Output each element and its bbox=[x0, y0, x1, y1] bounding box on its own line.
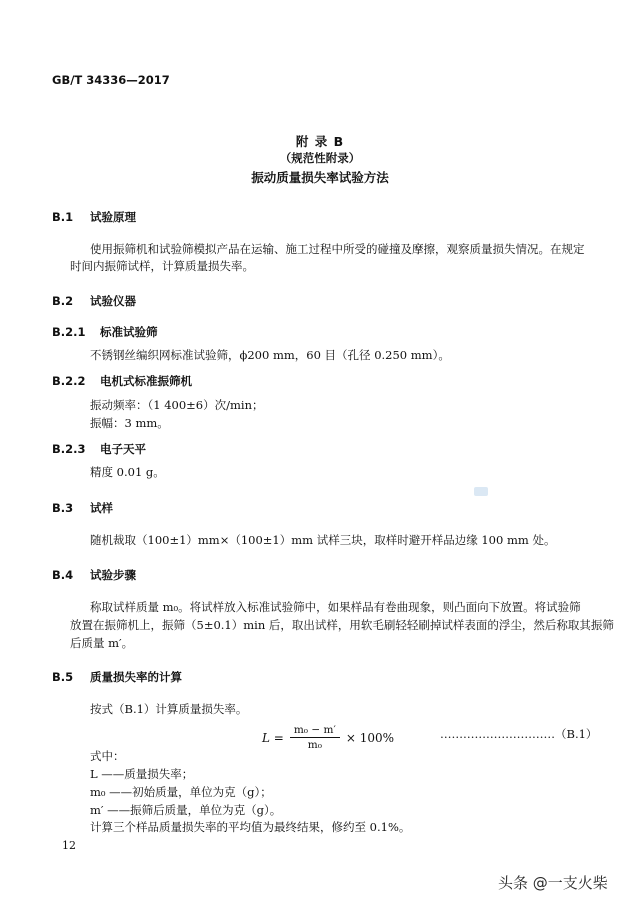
variable-m-prime: m′ ——振筛后质量，单位为克（g）。 bbox=[90, 803, 282, 817]
heading-title: 质量损失率的计算 bbox=[90, 670, 182, 684]
heading-b5 bbox=[52, 669, 182, 685]
formula-denominator: m₀ bbox=[307, 739, 322, 751]
heading-b23 bbox=[52, 441, 146, 457]
heading-number: B.5 bbox=[52, 670, 74, 684]
heading-b3 bbox=[52, 500, 113, 516]
heading-title: 试验原理 bbox=[90, 210, 136, 224]
heading-number: B.2 bbox=[52, 294, 74, 308]
b1-text-line2: 时间内振筛试样，计算质量损失率。 bbox=[70, 259, 254, 273]
heading-title: 电子天平 bbox=[100, 442, 146, 456]
heading-number: B.3 bbox=[52, 501, 74, 515]
b4-line3: 后质量 m′。 bbox=[70, 636, 134, 650]
variable-l: L ——质量损失率； bbox=[90, 767, 194, 781]
variable-m0: m₀ ——初始质量，单位为克（g）； bbox=[90, 785, 272, 799]
formula-b1 bbox=[262, 724, 394, 751]
heading-title: 试样 bbox=[90, 501, 113, 515]
heading-number: B.1 bbox=[52, 210, 74, 224]
b1-text-line1: 使用振筛机和试验筛模拟产品在运输、施工过程中所受的碰撞及摩擦，观察质量损失情况。在规定 bbox=[90, 242, 585, 256]
watermark: 头条 @一支火柴 bbox=[498, 874, 608, 892]
appendix-title: 附 录 B bbox=[295, 134, 345, 149]
appendix-name: 振动质量损失率试验方法 bbox=[251, 170, 389, 185]
b23-text: 精度 0.01 g。 bbox=[90, 465, 165, 479]
b3-text: 随机裁取（100±1）mm×（100±1）mm 试样三块，取样时避开样品边缘 100 mm 处。 bbox=[90, 533, 556, 547]
heading-b1 bbox=[52, 209, 136, 225]
b21-text: 不锈钢丝编织网标准试验筛，ϕ200 mm，60 目（孔径 0.250 mm）。 bbox=[90, 348, 450, 362]
heading-title: 标准试验筛 bbox=[100, 325, 158, 339]
heading-b2 bbox=[52, 293, 136, 309]
b22-line2: 振幅：3 mm。 bbox=[90, 416, 169, 430]
b5-conclusion: 计算三个样品质量损失率的平均值为最终结果，修约至 0.1%。 bbox=[90, 820, 411, 834]
standard-code: GB/T 34336—2017 bbox=[52, 73, 170, 87]
formula-fraction bbox=[290, 724, 340, 751]
heading-title: 试验仪器 bbox=[90, 294, 136, 308]
heading-b4 bbox=[52, 567, 136, 583]
formula-numerator: m₀ − m′ bbox=[290, 724, 340, 738]
formula-label: …………………………（B.1） bbox=[440, 727, 598, 741]
appendix-type: （规范性附录） bbox=[279, 151, 361, 165]
heading-number: B.2.3 bbox=[52, 442, 86, 456]
formula-rhs: × 100% bbox=[345, 730, 395, 745]
margin-marker bbox=[474, 487, 488, 496]
heading-title: 电机式标准振筛机 bbox=[100, 374, 192, 388]
b4-line2: 放置在振筛机上，振筛（5±0.1）min 后，取出试样，用软毛刷轻轻刷掉试样表面的浮尘，然后称取其振筛 bbox=[70, 618, 614, 632]
heading-b22 bbox=[52, 373, 192, 389]
heading-number: B.2.1 bbox=[52, 325, 86, 339]
heading-b21 bbox=[52, 324, 158, 340]
page-number: 12 bbox=[62, 839, 76, 852]
heading-number: B.2.2 bbox=[52, 374, 86, 388]
where-label: 式中： bbox=[90, 749, 125, 763]
b4-line1: 称取试样质量 m₀。将试样放入标准试验筛中，如果样品有卷曲现象，则凸面向下放置。将试验筛 bbox=[90, 600, 581, 614]
b22-line1: 振动频率：（1 400±6）次/min； bbox=[90, 398, 264, 412]
formula-lhs: L = bbox=[262, 730, 284, 745]
b5-intro: 按式（B.1）计算质量损失率。 bbox=[90, 702, 248, 716]
heading-title: 试验步骤 bbox=[90, 568, 136, 582]
heading-number: B.4 bbox=[52, 568, 74, 582]
